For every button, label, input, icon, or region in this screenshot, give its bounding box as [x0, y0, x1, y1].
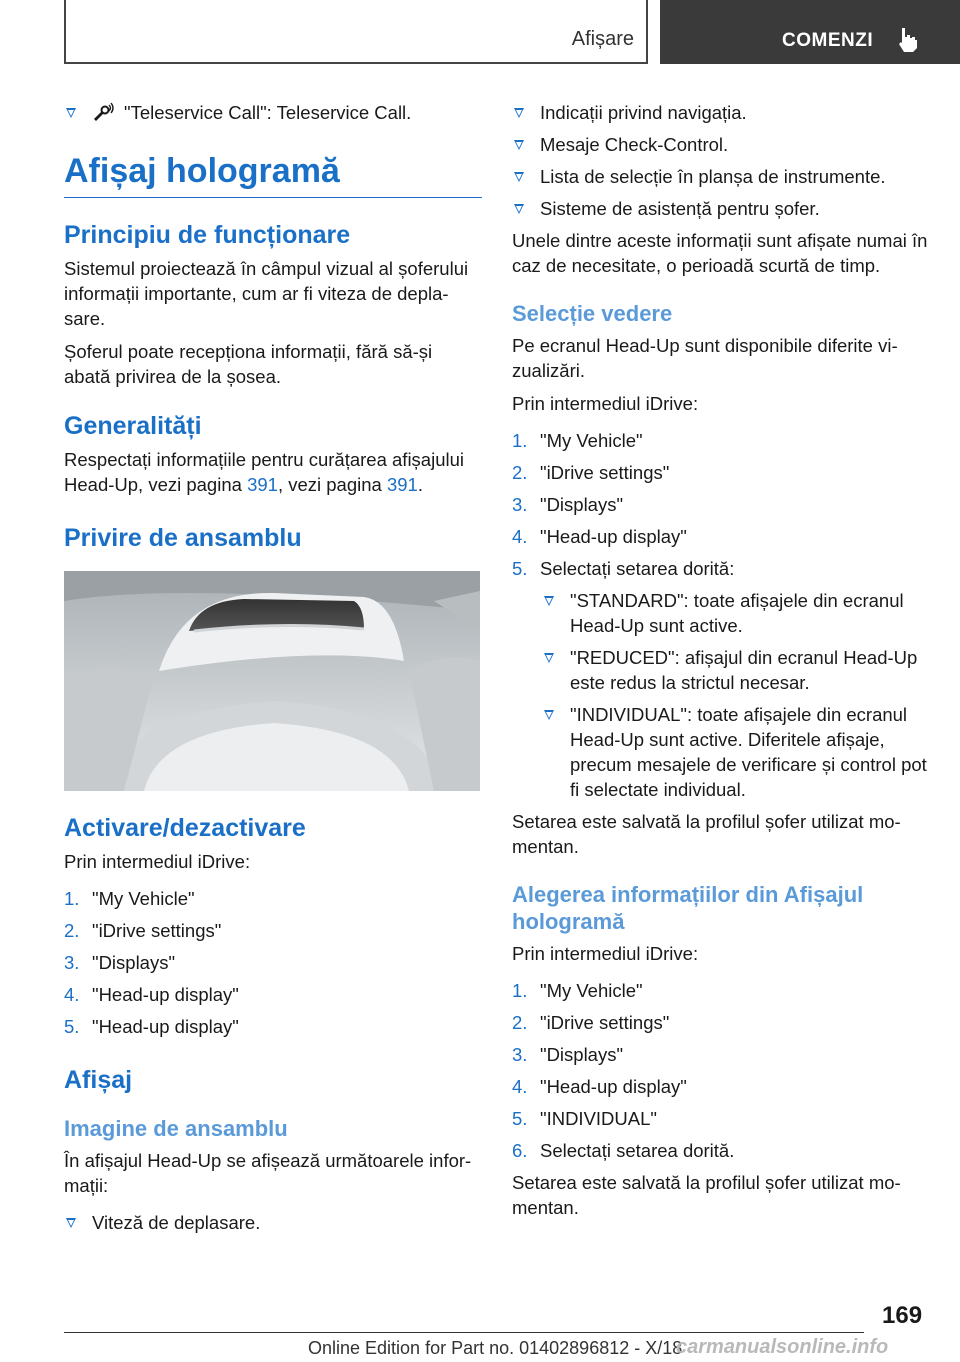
paragraph: Pe ecranul Head-Up sunt disponibile diferite vi-zualizări. — [512, 335, 898, 381]
bullet-text: Indicații privind navigația. — [540, 102, 747, 123]
list-item — [512, 556, 930, 581]
step-number: 3. — [512, 1044, 528, 1065]
step-number: 1. — [512, 430, 528, 451]
paragraph: În afișajul Head-Up se afișează următoarele infor-mații: — [64, 1150, 472, 1196]
tab-title: COMENZI — [782, 30, 874, 51]
list-item — [542, 645, 930, 695]
right-column — [512, 100, 930, 1228]
step-text: Selectați setarea dorită: — [540, 558, 735, 579]
triangle-bullet-icon — [514, 140, 524, 150]
list-item — [512, 492, 930, 517]
paragraph: Prin intermediul iDrive: — [512, 943, 699, 964]
step-number: 4. — [512, 1076, 528, 1097]
step-text: "Head-up display" — [540, 526, 687, 547]
list-item — [512, 524, 930, 549]
step-number: 4. — [64, 984, 80, 1005]
triangle-bullet-icon — [514, 204, 524, 214]
triangle-bullet-icon — [66, 108, 76, 118]
header-tab-box — [660, 0, 960, 64]
list-item — [64, 1014, 482, 1039]
list-item — [64, 950, 482, 975]
triangle-bullet-icon — [544, 653, 554, 663]
step-text: "Displays" — [92, 952, 176, 973]
step-text: "INDIVIDUAL" — [540, 1108, 657, 1129]
step-number: 5. — [512, 1108, 528, 1129]
step-text: "iDrive settings" — [540, 462, 670, 483]
bullet-text: Viteză de deplasare. — [92, 1212, 261, 1233]
page-link[interactable]: 391 — [247, 474, 278, 495]
paragraph: Setarea este salvată la profilul șofer utilizat mo-mentan. — [512, 1172, 901, 1218]
paragraph: Prin intermediul iDrive: — [512, 393, 699, 414]
triangle-bullet-icon — [544, 596, 554, 606]
step-text: "My Vehicle" — [540, 430, 643, 451]
heading-privire: Privire de ansamblu — [64, 524, 302, 552]
step-number: 2. — [64, 920, 80, 941]
step-number: 2. — [512, 462, 528, 483]
list-item — [542, 588, 930, 638]
list-item — [512, 132, 930, 157]
step-text: "Head-up display" — [92, 984, 239, 1005]
text: , vezi pagina — [277, 474, 387, 495]
header-section-box — [64, 0, 648, 64]
paragraph: Sistemul proiectează în câmpul vizual al șoferului informații importante, cum ar fi viteza de depla-sare. — [64, 258, 469, 329]
list-item — [512, 100, 930, 125]
wrench-signal-icon — [92, 102, 118, 122]
step-text: "My Vehicle" — [92, 888, 195, 909]
footer-divider — [64, 1332, 864, 1333]
list-item — [512, 460, 930, 485]
triangle-bullet-icon — [514, 172, 524, 182]
triangle-bullet-icon — [544, 710, 554, 720]
text: . — [417, 474, 423, 495]
heading-generalitati: Generalități — [64, 412, 202, 440]
step-text: "iDrive settings" — [92, 920, 222, 941]
triangle-bullet-icon — [66, 1218, 76, 1228]
step-text: "iDrive settings" — [540, 1012, 670, 1033]
heading-selectie: Selecție vedere — [512, 301, 673, 326]
step-number: 2. — [512, 1012, 528, 1033]
step-number: 3. — [512, 494, 528, 515]
list-item — [512, 196, 930, 221]
bullet-text: Sisteme de asistență pentru șofer. — [540, 198, 820, 219]
list-item — [512, 1010, 930, 1035]
head-up-display-photo — [64, 571, 480, 791]
bullet-text: "INDIVIDUAL": toate afișajele din ecranul Head-Up sunt active. Diferitele afișaje, precum mesajele de verificare și control pot fi selectate individual. — [570, 704, 927, 800]
step-number: 4. — [512, 526, 528, 547]
list-item — [512, 1042, 930, 1067]
heading-activare: Activare/dezactivare — [64, 814, 306, 842]
bullet-text: Mesaje Check-Control. — [540, 134, 729, 155]
paragraph: Prin intermediul iDrive: — [64, 851, 251, 872]
step-text: "Displays" — [540, 494, 624, 515]
list-item — [512, 1106, 930, 1131]
step-text: "Head-up display" — [540, 1076, 687, 1097]
bullet-text: "REDUCED": afișajul din ecranul Head-Up este redus la strictul necesar. — [570, 647, 918, 693]
heading-principiu: Principiu de funcționare — [64, 221, 351, 249]
paragraph: Șoferul poate recepționa informații, fără să-și abată privirea de la șosea. — [64, 341, 433, 387]
page-link[interactable]: 391 — [386, 474, 418, 495]
steps-activare — [64, 886, 482, 1039]
subheading-imagine: Imagine de ansamblu — [64, 1116, 288, 1141]
step-text: "Displays" — [540, 1044, 624, 1065]
list-item — [542, 702, 930, 802]
step-number: 1. — [64, 888, 80, 909]
bullet-text: "STANDARD": toate afișajele din ecranul Head-Up sunt active. — [570, 590, 904, 636]
heading-afisaj: Afișaj — [64, 1066, 133, 1094]
paragraph: Setarea este salvată la profilul șofer utilizat mo-mentan. — [512, 811, 901, 857]
list-item — [512, 428, 930, 453]
page-title: Afișaj hologramă — [64, 151, 482, 198]
bullet-text: Lista de selecție în planșa de instrumente. — [540, 166, 886, 187]
text: Respectați informațiile pentru curățarea afișajului Head-Up, vezi pagina — [64, 449, 465, 495]
step-text: "Head-up display" — [92, 1016, 239, 1037]
list-item — [512, 1074, 930, 1099]
heading-alegerea: Alegerea informațiilor din Afișajul hologramă — [512, 882, 864, 934]
step-number: 5. — [512, 558, 528, 579]
step-number: 1. — [512, 980, 528, 1001]
hand-pointer-icon — [896, 26, 920, 52]
teleservice-text: "Teleservice Call": Teleservice Call. — [124, 102, 412, 123]
list-item — [512, 978, 930, 1003]
list-item — [64, 100, 482, 125]
step-number: 5. — [64, 1016, 80, 1037]
step-number: 6. — [512, 1140, 528, 1161]
section-title: Afișare — [571, 28, 634, 50]
list-item — [512, 164, 930, 189]
paragraph: Unele dintre aceste informații sunt afișate numai în caz de necesitate, o perioadă scurtă de timp. — [512, 230, 928, 276]
page-number: 169 — [882, 1302, 923, 1329]
list-item — [64, 982, 482, 1007]
triangle-bullet-icon — [514, 108, 524, 118]
paragraph-generalitati — [64, 447, 482, 497]
list-item — [64, 918, 482, 943]
step-text: "My Vehicle" — [540, 980, 643, 1001]
list-item — [64, 1210, 482, 1235]
list-item — [512, 1138, 930, 1163]
edition-text: Online Edition for Part no. 01402896812 - X/18 — [308, 1338, 683, 1358]
step-number: 3. — [64, 952, 80, 973]
list-item — [64, 886, 482, 911]
step-text: Selectați setarea dorită. — [540, 1140, 735, 1161]
left-column — [64, 100, 482, 1242]
watermark: carmanualsonline.info — [676, 1336, 889, 1358]
